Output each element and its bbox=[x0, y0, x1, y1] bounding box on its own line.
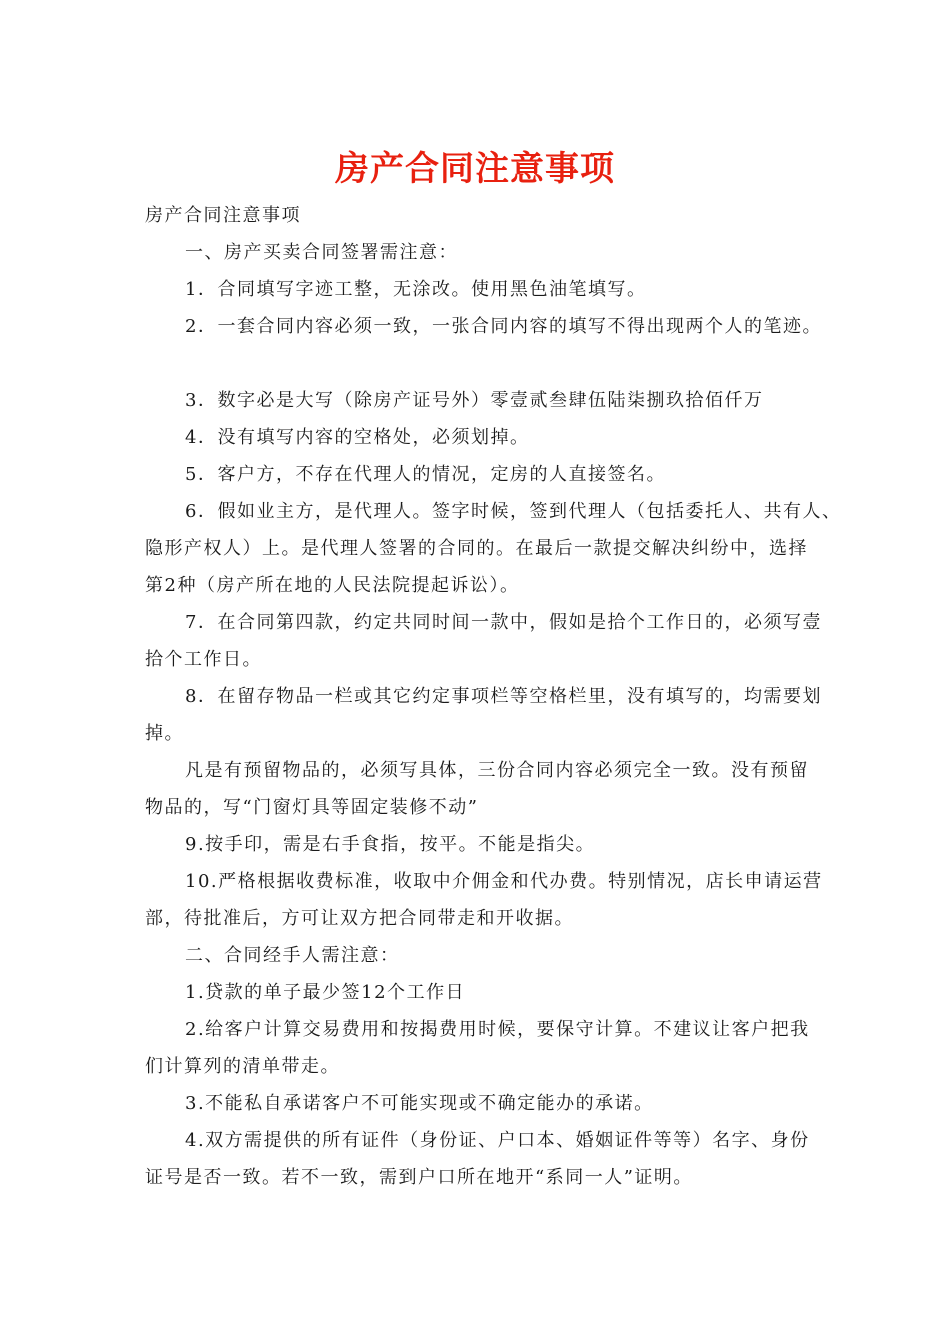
paragraph-line: 1.贷款的单子最少签12个工作日 bbox=[185, 982, 466, 1003]
paragraph-line: 5．客户方，不存在代理人的情况，定房的人直接签名。 bbox=[185, 464, 666, 485]
paragraph-line: 1．合同填写字迹工整，无涂改。使用黑色油笔填写。 bbox=[185, 279, 647, 300]
paragraph-line: 7．在合同第四款，约定共同时间一款中，假如是拾个工作日的，必须写壹 bbox=[185, 612, 822, 633]
paragraph-line: 第2种（房产所在地的人民法院提起诉讼）。 bbox=[145, 575, 520, 596]
paragraph-line: 4.双方需提供的所有证件（身份证、户口本、婚姻证件等等）名字、身份 bbox=[185, 1130, 810, 1151]
paragraph-line: 9.按手印，需是右手食指，按平。不能是指尖。 bbox=[185, 834, 596, 855]
paragraph-line: 3.不能私自承诺客户不可能实现或不确定能办的承诺。 bbox=[185, 1093, 654, 1114]
document-body bbox=[145, 197, 842, 1196]
paragraph-line: 证号是否一致。若不一致，需到户口所在地开“系同一人”证明。 bbox=[145, 1167, 693, 1188]
paragraph-line: 10.严格根据收费标准，收取中介佣金和代办费。特别情况，店长申请运营 bbox=[185, 871, 823, 892]
paragraph-line: 物品的，写“门窗灯具等固定装修不动” bbox=[145, 797, 479, 818]
blank-line bbox=[145, 345, 835, 382]
paragraph-line: 8．在留存物品一栏或其它约定事项栏等空格栏里，没有填写的，均需要划 bbox=[185, 686, 822, 707]
paragraph-line: 们计算列的清单带走。 bbox=[145, 1056, 340, 1077]
paragraph-line: 3．数字必是大写（除房产证号外）零壹贰叁肆伍陆柒捌玖拾佰仟万 bbox=[185, 390, 764, 411]
document-title: 房产合同注意事项 bbox=[335, 149, 615, 189]
paragraph-line: 掉。 bbox=[145, 723, 184, 744]
paragraph-line: 凡是有预留物品的，必须写具体，三份合同内容必须完全一致。没有预留 bbox=[185, 760, 809, 781]
paragraph-line: 6．假如业主方，是代理人。签字时候，签到代理人（包括委托人、共有人、 bbox=[185, 501, 842, 522]
document-subtitle: 房产合同注意事项 bbox=[145, 205, 301, 226]
paragraph-line: 部，待批准后，方可让双方把合同带走和开收据。 bbox=[145, 908, 574, 929]
paragraph-line: 2.给客户计算交易费用和按揭费用时候，要保守计算。不建议让客户把我 bbox=[185, 1019, 810, 1040]
paragraph-line: 隐形产权人）上。是代理人签署的合同的。在最后一款提交解决纠纷中，选择 bbox=[145, 538, 808, 559]
paragraph-line: 拾个工作日。 bbox=[145, 649, 262, 670]
section-heading-2: 二、合同经手人需注意： bbox=[185, 945, 400, 966]
section-heading-1: 一、房产买卖合同签署需注意： bbox=[185, 242, 458, 263]
paragraph-line: 4．没有填写内容的空格处，必须划掉。 bbox=[185, 427, 530, 448]
paragraph-line: 2．一套合同内容必须一致，一张合同内容的填写不得出现两个人的笔迹。 bbox=[185, 316, 822, 337]
